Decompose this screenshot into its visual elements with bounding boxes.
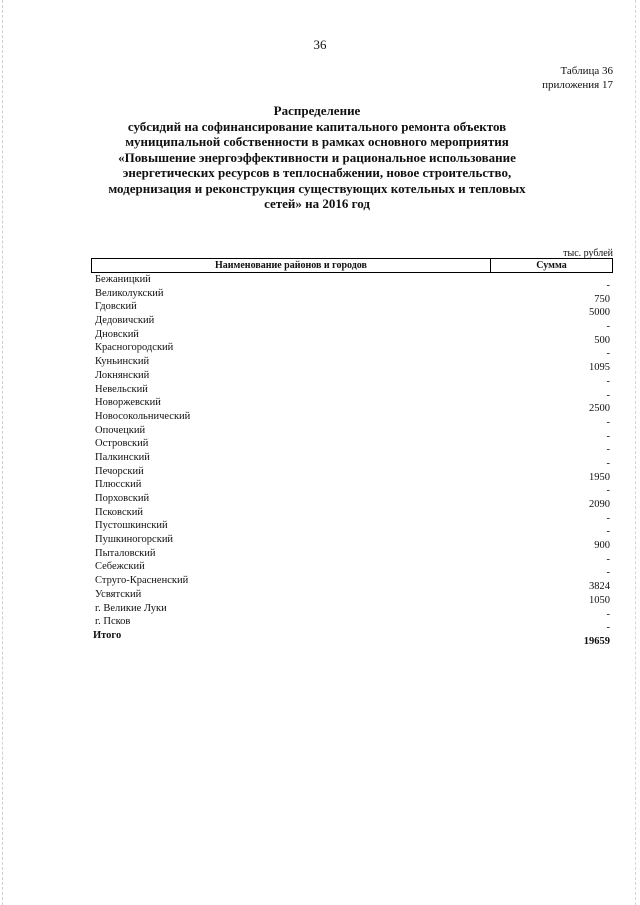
- district-name: Порховский: [95, 493, 150, 504]
- page-number: 36: [313, 37, 327, 52]
- table-row: [91, 273, 613, 291]
- title-line: муниципальной собственности в рамках основного мероприятия: [125, 134, 509, 149]
- district-name: Гдовский: [95, 301, 137, 313]
- district-name: Псковский: [95, 506, 143, 518]
- district-sum: 1050: [589, 594, 610, 606]
- district-sum: -: [606, 348, 610, 360]
- district-sum: -: [606, 457, 610, 469]
- table-body: [91, 273, 613, 647]
- table-reference: [542, 64, 613, 92]
- district-sum: 3824: [589, 581, 610, 593]
- total-label: Итого: [93, 629, 122, 641]
- subsidy-table: [91, 258, 613, 647]
- table-header: [91, 258, 613, 273]
- district-name: Великолукский: [95, 287, 164, 299]
- title-line: «Повышение энергоэффективности и рациональное использование: [118, 149, 516, 165]
- district-sum: 2500: [589, 403, 610, 415]
- district-sum: -: [606, 430, 610, 442]
- table-ref-line-1: Таблица 36: [560, 65, 613, 77]
- district-name: Дновский: [95, 328, 139, 340]
- district-name: Невельский: [95, 383, 148, 395]
- district-sum: -: [606, 553, 610, 565]
- district-sum: -: [606, 567, 610, 579]
- district-name: Палкинский: [95, 451, 150, 463]
- title-line: Распределение: [273, 103, 361, 118]
- title-line: сетей» на 2016 год: [264, 196, 370, 211]
- district-sum: 2090: [589, 499, 610, 510]
- district-name: Печорский: [95, 465, 144, 477]
- district-sum: 1095: [589, 362, 610, 374]
- district-name: Пустошкинский: [95, 520, 168, 532]
- scan-edge-right: [635, 0, 637, 905]
- district-sum: 1950: [589, 471, 610, 483]
- district-name: Дедовичский: [95, 315, 155, 327]
- district-sum: -: [606, 389, 610, 401]
- district-sum: -: [606, 416, 610, 428]
- title-line: субсидий на софинансирование капитального ремонта объектов: [127, 118, 507, 134]
- total-sum: 19659: [583, 635, 610, 647]
- district-name: Плюсский: [95, 479, 142, 491]
- district-name: Новоржевский: [95, 397, 161, 409]
- district-name: Себежский: [95, 561, 145, 573]
- district-sum: -: [606, 608, 610, 620]
- district-name: Красногородский: [95, 342, 174, 354]
- district-name: Куньинский: [95, 356, 150, 368]
- district-sum: -: [606, 375, 610, 387]
- document-title: [92, 103, 542, 212]
- district-name: г. Великие Луки: [95, 602, 167, 614]
- district-sum: 900: [594, 540, 610, 552]
- district-sum: 500: [594, 334, 610, 346]
- district-sum: 750: [594, 293, 610, 305]
- district-name: Пушкиногорский: [95, 534, 174, 546]
- district-name: Островский: [95, 438, 149, 450]
- district-name: Усвятский: [95, 588, 142, 600]
- table-ref-line-2: приложения 17: [542, 79, 613, 91]
- units-label: тыс. рублей: [563, 248, 613, 259]
- title-line: энергетических ресурсов в теплоснабжении, новое строительство,: [122, 165, 512, 180]
- district-name: Локнянский: [95, 369, 150, 381]
- district-name: Струго-Красненский: [95, 575, 189, 587]
- district-sum: -: [606, 485, 610, 497]
- district-sum: 5000: [589, 307, 610, 319]
- district-sum: -: [606, 526, 610, 538]
- district-sum: -: [606, 321, 610, 333]
- district-name: Новосокольнический: [95, 410, 191, 422]
- district-name: Пыталовский: [95, 547, 156, 559]
- district-name: г. Псков: [95, 616, 131, 628]
- scan-edge-left: [2, 0, 4, 905]
- district-name: Бежаницкий: [95, 274, 151, 285]
- district-sum: -: [606, 512, 610, 524]
- header-sum: Сумма: [491, 259, 613, 272]
- title-line: модернизация и реконструкция существующих котельных и тепловых: [108, 180, 526, 196]
- district-sum: -: [606, 444, 610, 456]
- district-name: Опочецкий: [95, 424, 146, 436]
- district-sum: -: [606, 280, 610, 291]
- district-sum: -: [606, 622, 610, 634]
- header-name: Наименование районов и городов: [91, 259, 491, 272]
